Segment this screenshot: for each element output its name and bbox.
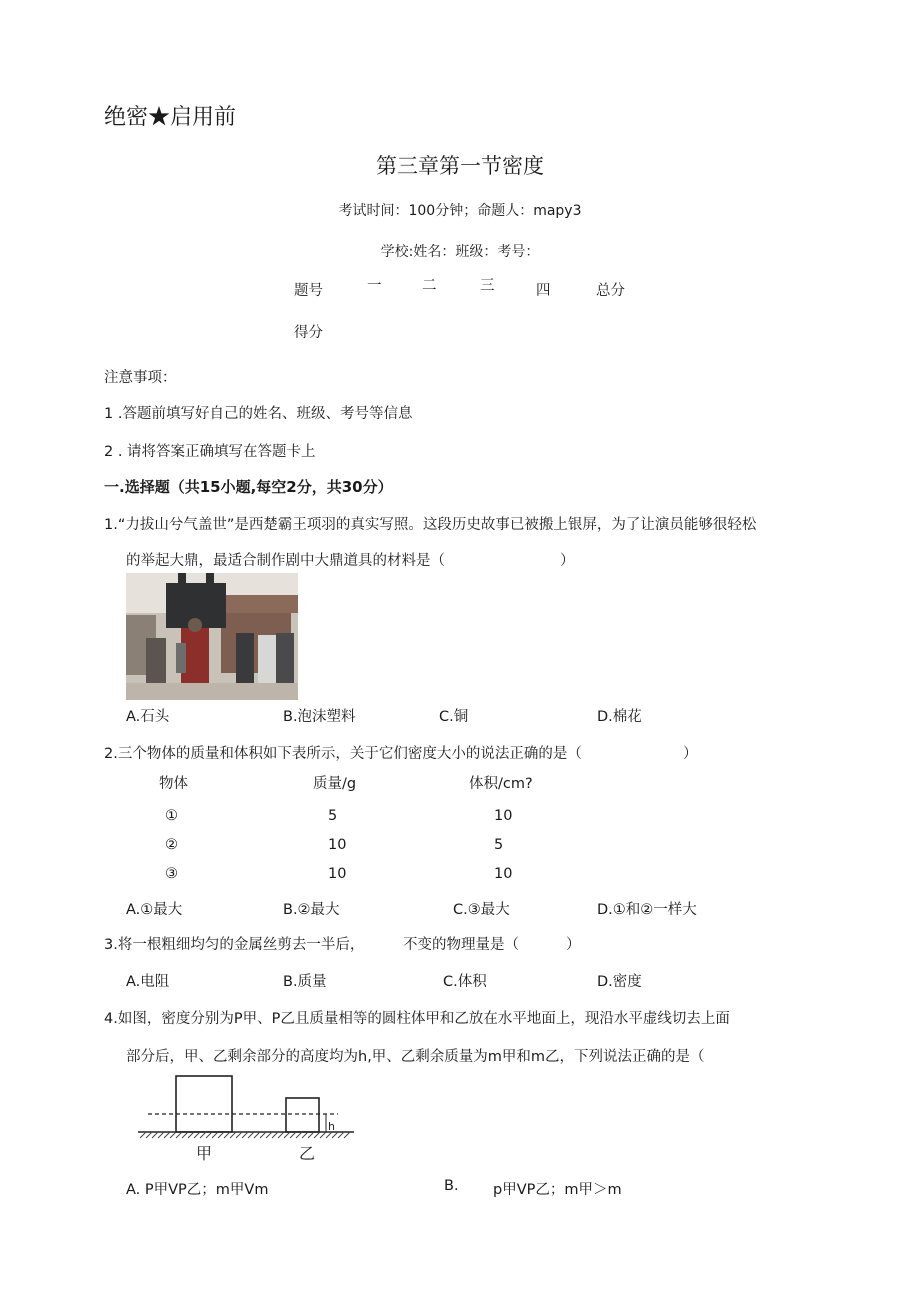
q1-line2: 的举起大鼎，最适合制作剧中大鼎道具的材料是（ [126, 553, 445, 569]
cylinder-yi [286, 1098, 319, 1132]
student-info: 学校:姓名：班级：考号： [380, 244, 540, 260]
exam-info: 考试时间：100分钟；命题人：mapy3 [338, 203, 582, 219]
q4-option-b-text: p甲VP乙；m甲＞m [493, 1182, 622, 1198]
note-item-1: 1 .答题前填写好自己的姓名、班级、考号等信息 [104, 406, 413, 422]
q4-option-b-label: B. [444, 1178, 459, 1194]
score-col-total: 总分 [596, 283, 625, 299]
section-heading: 一.选择题（共15小题,每空2分，共30分） [104, 478, 393, 496]
h-label: h [328, 1120, 335, 1133]
score-col-4: 四 [536, 283, 551, 299]
q2-option-a: A.①最大 [126, 902, 183, 918]
notes-heading: 注意事项： [104, 370, 177, 386]
confidential-mark: 绝密★启用前 [104, 105, 237, 130]
label-yi: 乙 [299, 1144, 316, 1163]
q2-row2-mass: 10 [328, 837, 347, 853]
q2-option-c: C.③最大 [453, 902, 510, 918]
q3-option-a: A.电阻 [126, 974, 170, 990]
q1-option-a: A.石头 [126, 709, 170, 725]
page-title: 第三章第一节密度 [376, 154, 544, 178]
q2-row2-volume: 5 [494, 837, 504, 853]
q2-row3-volume: 10 [494, 866, 513, 882]
note-item-2: 2 . 请将答案正确填写在答题卡上 [104, 444, 316, 460]
q3-option-d: D.密度 [597, 974, 642, 990]
q4-option-a: A. P甲VP乙；m甲Vm [126, 1182, 269, 1198]
q3-stem-a: 3.将一根粗细均匀的金属丝剪去一半后， [104, 937, 365, 953]
q2-row1-object: ① [165, 808, 178, 824]
q2-option-d: D.①和②一样大 [597, 902, 697, 918]
score-col-1: 一 [367, 278, 382, 294]
q2-paren-close: ） [683, 746, 698, 762]
label-jia: 甲 [196, 1144, 213, 1163]
q1-line1: 1.“力拔山兮气盖世”是西楚霸王项羽的真实写照。这段历史故事已被搬上银屏，为了让演员能够很轻松 [104, 517, 757, 533]
q1-photo [126, 573, 298, 700]
score-col-2: 二 [422, 278, 437, 294]
q3-stem-b: 不变的物理量是（ [403, 937, 519, 953]
cylinder-jia [176, 1076, 232, 1132]
q2-row2-object: ② [165, 837, 178, 853]
q2-table-header-mass: 质量/g [313, 776, 357, 792]
score-row-label: 得分 [294, 325, 323, 341]
q2-table-header-volume: 体积/cm? [469, 776, 533, 792]
q1-option-d: D.棉花 [597, 709, 642, 725]
q2-stem: 2.三个物体的质量和体积如下表所示，关于它们密度大小的说法正确的是（ [104, 746, 582, 762]
q4-line1: 4.如图，密度分别为P甲、P乙且质量相等的圆柱体甲和乙放在水平地面上，现沿水平虚线切去上面 [104, 1011, 730, 1027]
q2-row3-mass: 10 [328, 866, 347, 882]
q2-row1-mass: 5 [328, 808, 338, 824]
q1-paren-close: ） [560, 553, 575, 569]
q3-option-c: C.体积 [443, 974, 487, 990]
q3-option-b: B.质量 [283, 974, 327, 990]
q4-line2: 部分后，甲、乙剩余部分的高度均为h,甲、乙剩余质量为m甲和m乙，下列说法正确的是（ [126, 1049, 705, 1065]
q2-row1-volume: 10 [494, 808, 513, 824]
q2-row3-object: ③ [165, 866, 178, 882]
q4-figure [136, 1070, 356, 1167]
score-header-label: 题号 [294, 283, 323, 299]
q2-option-b: B.②最大 [283, 902, 340, 918]
score-col-3: 三 [480, 278, 495, 294]
q1-option-c: C.铜 [439, 709, 469, 725]
q2-table-header-object: 物体 [159, 776, 188, 792]
q3-paren-close: ） [566, 937, 581, 953]
ground-hatching [140, 1132, 350, 1138]
q1-option-b: B.泡沫塑料 [283, 709, 356, 725]
